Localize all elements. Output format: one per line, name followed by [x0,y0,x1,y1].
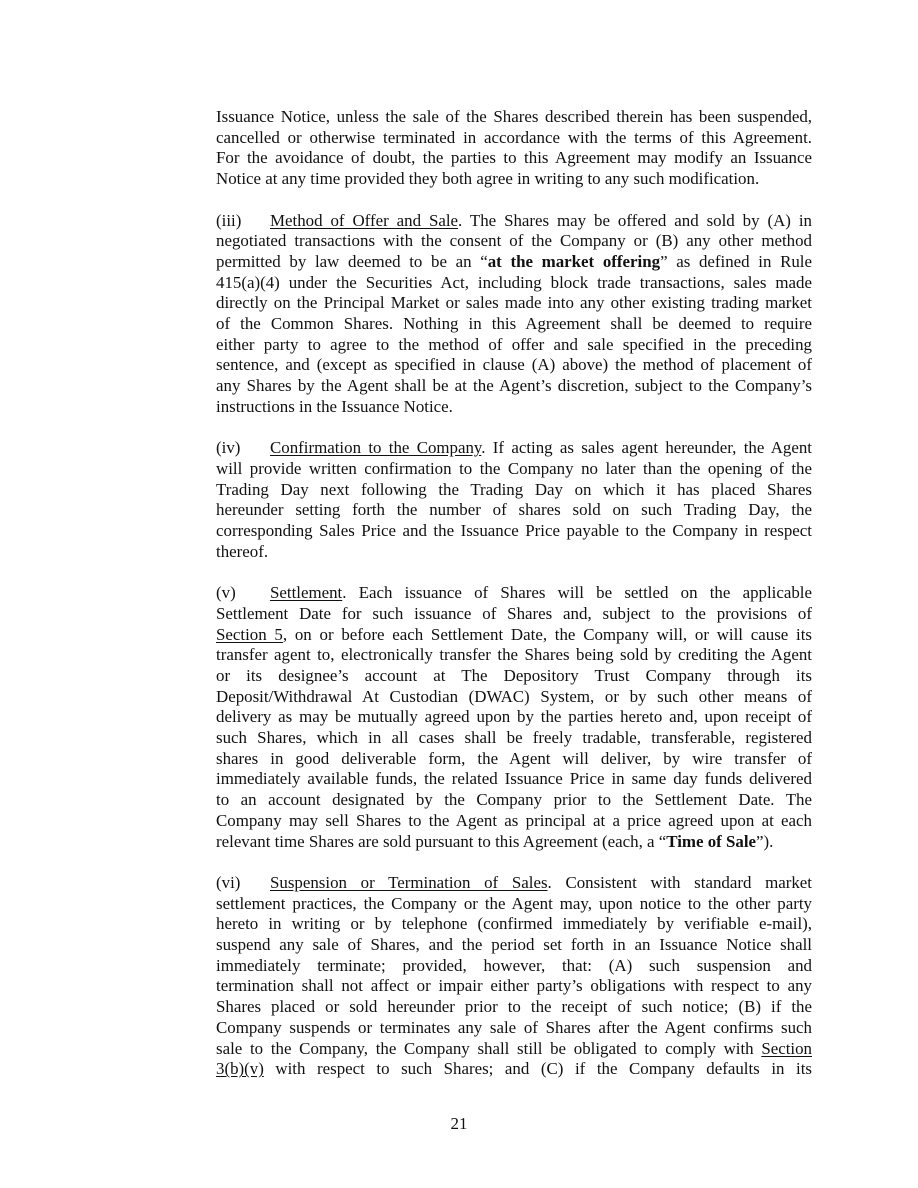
clause-number: (iv) [216,438,241,458]
text-line: immediately available funds, the related Issuance Price in same day funds delivered [216,769,812,789]
text-fragment: . If acting as sales agent hereunder, the Agent [481,438,812,458]
defined-term: Time of Sale [666,831,757,851]
text-fragment: relevant time Shares are sold pursuant to this Agreement (each, a “ [216,831,667,851]
text-line: settlement practices, the Company or the Agent may, upon notice to the other party [216,893,812,913]
clause-number: (iii) [216,210,242,230]
text-fragment: ”). [756,831,774,851]
text-line: Shares placed or sold hereunder prior to the receipt of such notice; (B) if the [216,997,812,1017]
text-fragment: ” as defined in Rule [660,251,812,271]
section-v-settlement [216,583,812,852]
text-line: 415(a)(4) under the Securities Act, including block trade transactions, sales made [216,272,812,292]
text-line: directly on the Principal Market or sales made into any other existing trading market [216,293,812,313]
section-iii-method-of-offer [216,211,812,418]
text-line: any Shares by the Agent shall be at the Agent’s discretion, subject to the Company’s [216,376,812,396]
text-line: either party to agree to the method of offer and sale specified in the preceding [216,334,812,354]
text-line: of the Common Shares. Nothing in this Agreement shall be deemed to require [216,314,812,334]
text-line: such Shares, which in all cases shall be freely tradable, transferable, registered [216,728,812,748]
text-line: Company suspends or terminates any sale of Shares after the Agent confirms such [216,1017,812,1037]
text-line: Settlement Date for such issuance of Shares and, subject to the provisions of [216,603,812,623]
text-line: sentence, and (except as specified in clause (A) above) the method of placement of [216,355,812,375]
text-line: to an account designated by the Company prior to the Settlement Date. The [216,790,812,810]
text-line: hereto in writing or by telephone (confirmed immediately by verifiable e-mail), [216,914,812,934]
section-reference: Section 5 [216,624,283,644]
clause-number: (vi) [216,872,241,892]
text-line: immediately terminate; provided, however, that: (A) such suspension and [216,955,812,975]
text-line: suspend any sale of Shares, and the period set forth in an Issuance Notice shall [216,935,812,955]
text-line: Deposit/Withdrawal At Custodian (DWAC) System, or by such other means of [216,686,812,706]
text-line: shares in good deliverable form, the Agent will deliver, by wire transfer of [216,748,812,768]
text-fragment: . Each issuance of Shares will be settled on the applicable [342,583,812,603]
clause-heading: Method of Offer and Sale [270,210,459,230]
text-line: negotiated transactions with the consent of the Company or (B) any other method [216,231,812,251]
text-fragment: sale to the Company, the Company shall still be obligated to comply with [216,1038,762,1058]
text-line: corresponding Sales Price and the Issuance Price payable to the Company in respect [216,521,812,541]
section-vi-suspension [216,873,812,1080]
text-line: thereof. [216,541,269,561]
text-line: Company may sell Shares to the Agent as principal at a price agreed upon at each [216,810,812,830]
text-line: delivery as may be mutually agreed upon by the parties hereto and, upon receipt of [216,707,812,727]
text-fragment: , on or before each Settlement Date, the Company will, or will cause its [282,624,812,644]
paragraph-issuance-notice-continuation [216,107,812,190]
section-iv-confirmation [216,438,812,562]
text-line: transfer agent to, electronically transfer the Shares being sold by crediting the Agent [216,645,812,665]
text-line: hereunder setting forth the number of shares sold on such Trading Day, the [216,500,812,520]
text-line: will provide written confirmation to the Company no later than the opening of the [216,458,812,478]
text-fragment: . The Shares may be offered and sold by (A) in [458,210,812,230]
text-line: Trading Day next following the Trading Day on which it has placed Shares [216,479,812,499]
clause-number: (v) [216,583,236,603]
text-fragment: with respect to such Shares; and (C) if the Company defaults in its [263,1059,812,1079]
text-fragment: . Consistent with standard market [547,872,812,892]
document-body [216,107,812,1101]
text-line: Notice at any time provided they both agree in writing to any such modification. [216,169,760,189]
text-line: cancelled or otherwise terminated in accordance with the terms of this Agreement. [216,127,812,147]
section-reference: Section [761,1038,812,1058]
text-line: For the avoidance of doubt, the parties to this Agreement may modify an Issuance [216,148,812,168]
page-number: 21 [450,1114,468,1133]
text-line: instructions in the Issuance Notice. [216,396,453,416]
defined-term: at the market offering [487,251,661,271]
clause-heading: Suspension or Termination of Sales [270,872,548,892]
clause-heading: Confirmation to the Company [270,438,482,458]
clause-heading: Settlement [270,583,343,603]
text-line: or its designee’s account at The Depository Trust Company through its [216,665,812,685]
section-reference: 3(b)(v) [216,1059,264,1079]
text-line: Issuance Notice, unless the sale of the Shares described therein has been suspended, [216,107,812,126]
text-line: termination shall not affect or impair either party’s obligations with respect to any [216,976,812,996]
text-fragment: permitted by law deemed to be an “ [216,251,488,271]
